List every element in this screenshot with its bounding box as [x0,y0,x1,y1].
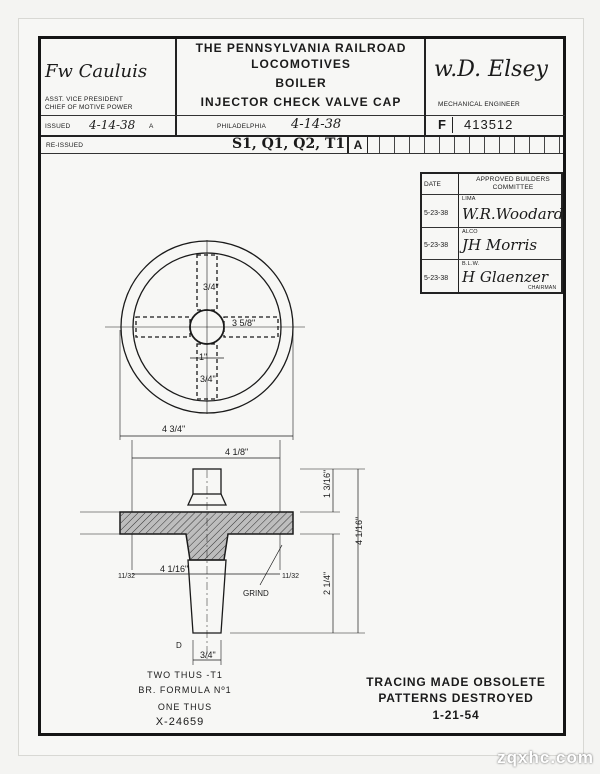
note-right-3: 1-21-54 [432,708,480,722]
approval-org-2: ALCO [462,229,478,235]
approval-date-header: DATE [424,181,441,188]
note-left-3: ONE THUS [157,702,213,712]
signature-chief: Fw Cauluis [45,61,148,82]
dim-bottom: 3/4" [200,650,216,660]
approval-org-1: LIMA [462,196,476,202]
signature-alco: JH Morris [462,236,538,254]
note-left-2: BR. FORMULA Nº1 [138,685,232,695]
signature-blw: H Glaenzer [462,268,549,286]
dim-overall: 4 3/4" [162,424,186,434]
grind-leader [260,545,282,585]
right-title: MECHANICAL ENGINEER [438,101,520,108]
note-left-4: X-24659 [155,716,205,728]
dim-plan-b: 1" [199,352,208,362]
issued-date: 4-14-38 [89,118,136,132]
drawing-prefix: F [438,117,446,132]
grind-label: GRIND [243,589,269,598]
signature-engineer: w.D. Elsey [434,57,548,82]
dim-plan-d: 3 5/8" [232,318,256,328]
issued-label: ISSUED [45,123,71,130]
system: BOILER [275,76,327,90]
dim-flange: 4 1/8" [225,447,249,457]
section-mark-d: D [176,641,182,650]
part-name: INJECTOR CHECK VALVE CAP [200,95,402,109]
railroad-name: THE PENNSYLVANIA RAILROAD [195,41,407,55]
chairman-label: CHAIRMAN [528,285,557,291]
dim-plan-a: 3/4" [203,282,219,292]
dim-small-b: 11/32 [282,573,299,580]
drawing-number: 413512 [464,117,514,132]
signature-lima: W.R.Woodard [462,205,564,223]
issued-letter: A [149,123,154,130]
dim-top: 1 3/16" [322,469,332,498]
revision: A [347,137,368,153]
dim-total: 4 1/16" [354,516,364,545]
dim-lower: 4 1/16" [160,564,189,574]
approval-date-2: 5-23-38 [424,242,449,249]
place-label: PHILADELPHIA [217,123,267,130]
left-title-1: ASST. VICE PRESIDENT [45,96,124,103]
note-right-1: TRACING MADE OBSOLETE [366,675,546,689]
place-date: 4-14-38 [291,117,342,132]
reissued-label: RE-ISSUED [46,142,84,149]
left-title-2: CHIEF OF MOTIVE POWER [45,104,133,111]
dim-plan-c: 3/4" [200,374,216,384]
note-right-2: PATTERNS DESTROYED [378,691,534,705]
watermark: zqxhc.com [497,748,594,767]
approval-date-3: 5-23-38 [424,275,449,282]
dim-stem: 2 1/4" [322,571,332,595]
hatch-fill [120,512,293,560]
classes: S1, Q1, Q2, T1 [232,136,346,152]
approval-date-1: 5-23-38 [424,210,449,217]
department: LOCOMOTIVES [251,57,351,71]
approval-header: APPROVED BUILDERS COMMITTEE [476,176,550,191]
note-left-1: TWO THUS -T1 [147,670,223,680]
dim-small-a: 11/32 [118,573,135,580]
approval-org-3: B.L.W. [462,261,480,267]
